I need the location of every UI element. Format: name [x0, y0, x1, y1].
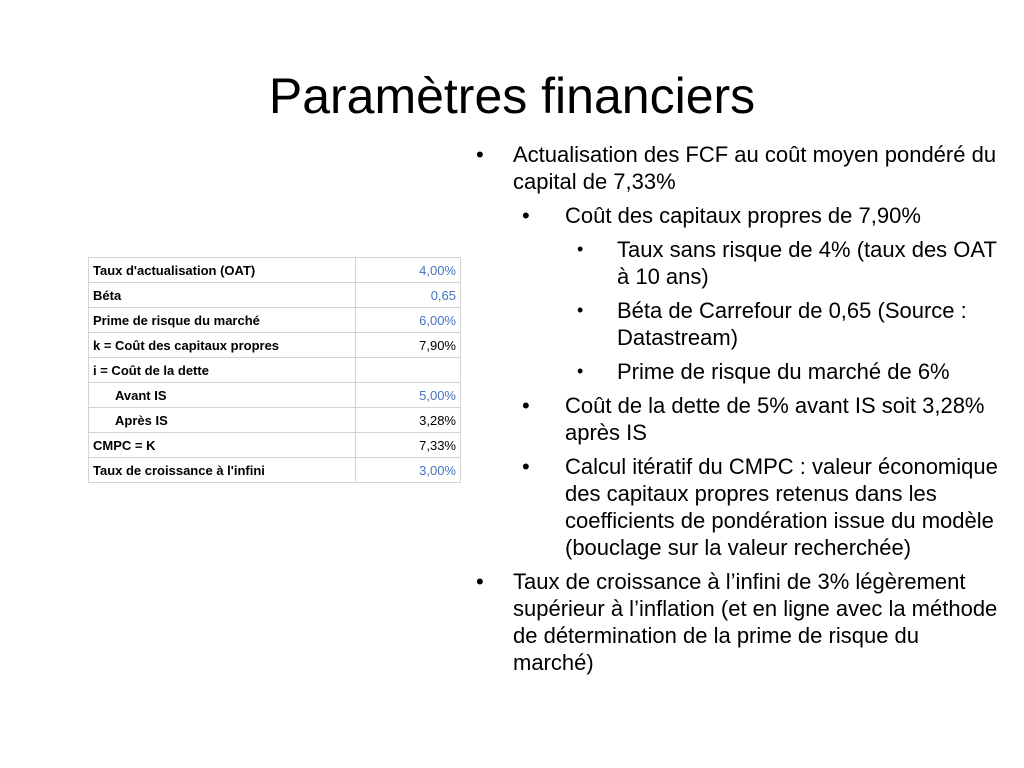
slide-title: Paramètres financiers [268, 68, 756, 124]
bullet-item [513, 453, 1005, 561]
bullet-text: Taux sans risque de 4% (taux des OAT à 10 ans) [617, 237, 997, 289]
row-value: 3,00% [356, 458, 461, 483]
table-row [89, 258, 461, 283]
table-row [89, 333, 461, 358]
bullet-dot-icon: • [522, 393, 530, 418]
row-label: CMPC = K [89, 433, 356, 458]
row-value: 5,00% [356, 383, 461, 408]
table-row [89, 433, 461, 458]
bullet-item [565, 358, 1005, 385]
row-value: 7,90% [356, 333, 461, 358]
bullet-item [565, 297, 1005, 351]
row-label: i = Coût de la dette [89, 358, 356, 383]
row-label: k = Coût des capitaux propres [89, 333, 356, 358]
bullet-item [565, 236, 1005, 290]
bullet-text: Coût de la dette de 5% avant IS soit 3,28% après IS [565, 393, 985, 445]
bullet-dot-icon: • [577, 361, 584, 381]
bullet-dot-icon: • [522, 203, 530, 228]
row-label: Après IS [89, 408, 356, 433]
bullet-item [470, 141, 1005, 561]
table-row [89, 458, 461, 483]
bullet-dot-icon: • [476, 569, 484, 594]
bullet-list [470, 141, 1005, 683]
row-label: Béta [89, 283, 356, 308]
row-label: Taux d'actualisation (OAT) [89, 258, 356, 283]
row-value: 7,33% [356, 433, 461, 458]
bullet-text: Taux de croissance à l’infini de 3% légèrement supérieur à l’inflation (et en ligne avec la méthode de détermination de la prime de risque du marché) [513, 569, 998, 675]
bullet-text: Coût des capitaux propres de 7,90% [565, 203, 921, 228]
bullet-item [513, 392, 1005, 446]
bullet-dot-icon: • [522, 454, 530, 479]
bullet-dot-icon: • [476, 142, 484, 167]
row-label: Prime de risque du marché [89, 308, 356, 333]
table-row [89, 308, 461, 333]
bullet-dot-icon: • [577, 300, 584, 320]
row-value [356, 358, 461, 383]
bullet-text: Prime de risque du marché de 6% [617, 359, 950, 384]
bullet-item [470, 568, 1005, 676]
table-row [89, 383, 461, 408]
row-value: 3,28% [356, 408, 461, 433]
financial-parameters-table [88, 257, 461, 483]
table-row [89, 408, 461, 433]
table-row [89, 283, 461, 308]
row-value: 4,00% [356, 258, 461, 283]
row-value: 0,65 [356, 283, 461, 308]
bullet-text: Béta de Carrefour de 0,65 (Source : Datastream) [617, 298, 967, 350]
row-value: 6,00% [356, 308, 461, 333]
row-label: Avant IS [89, 383, 356, 408]
bullet-text: Actualisation des FCF au coût moyen pondéré du capital de 7,33% [513, 142, 997, 194]
bullet-item [513, 202, 1005, 385]
bullet-dot-icon: • [577, 239, 584, 259]
table-row [89, 358, 461, 383]
bullet-text: Calcul itératif du CMPC : valeur économique des capitaux propres retenus dans les coefficients de pondération issue du modèle (bouclage sur la valeur recherchée) [565, 454, 998, 560]
row-label: Taux de croissance à l'infini [89, 458, 356, 483]
